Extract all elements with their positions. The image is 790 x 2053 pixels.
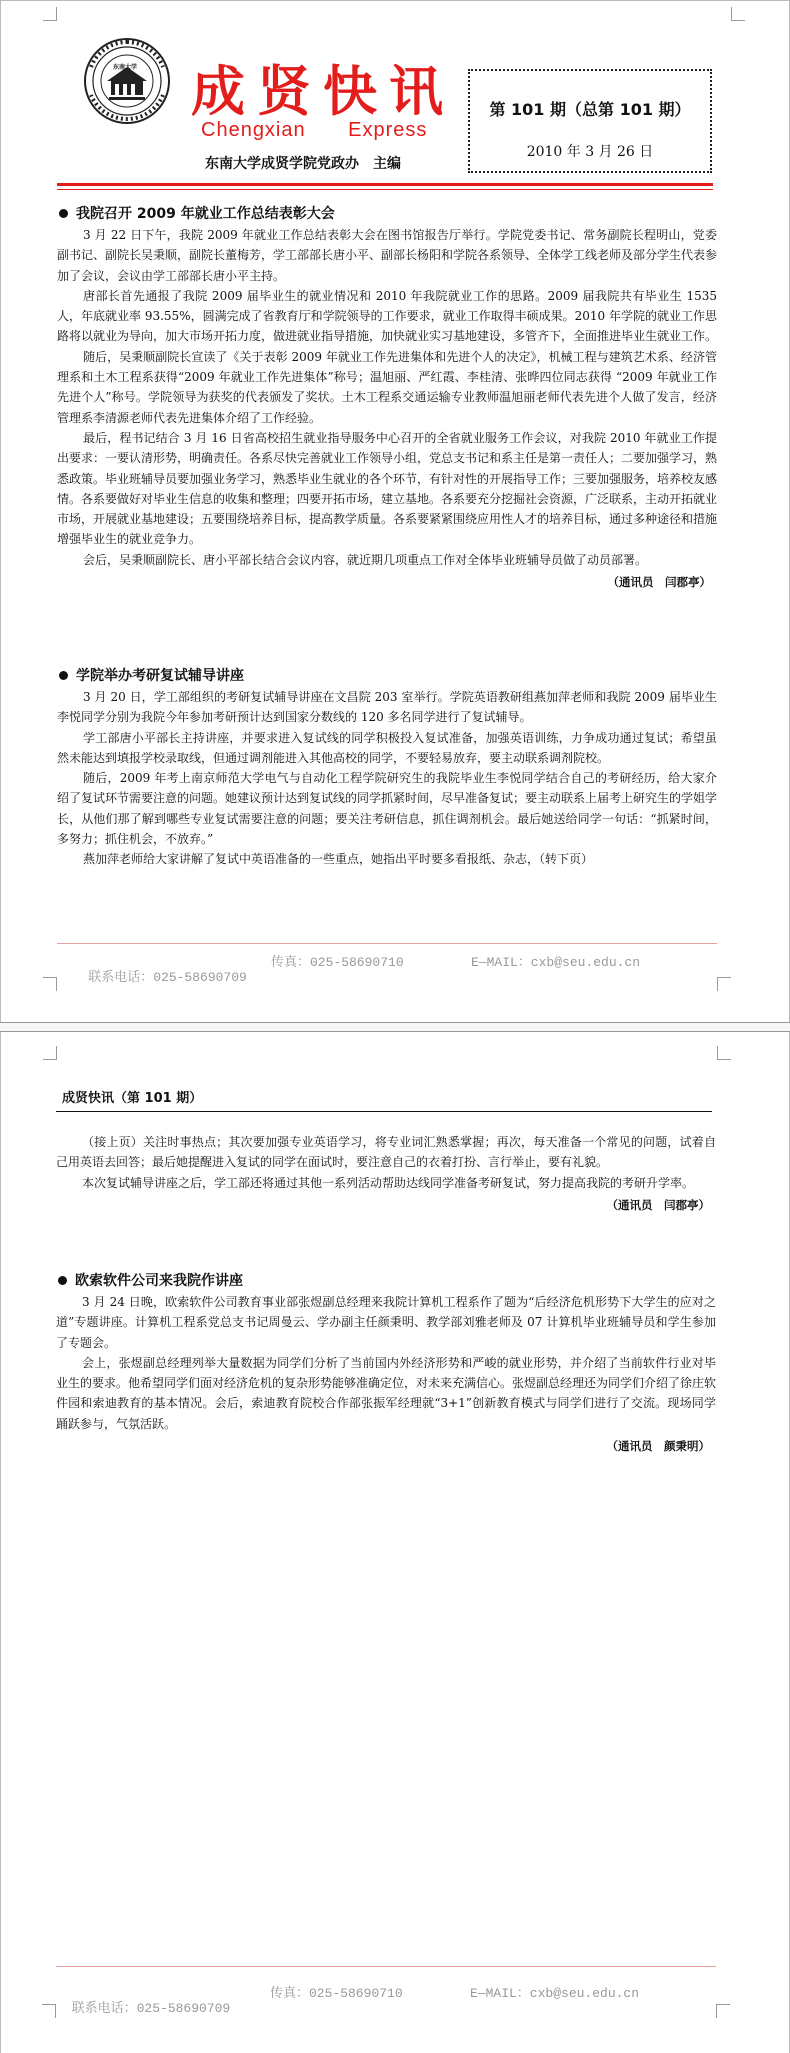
article-paragraph: 3 月 24 日晚，欧索软件公司教育事业部张煜副总经理来我院计算机工程系作了题为“后经济危机形势下大学生的应对之道”专题讲座。计算机工程系党总支书记周曼云、学办副主任颜秉明、教学部刘雅老师及 07 计算机毕业班辅导员和学生参加了专题会。	[56, 1295, 716, 1350]
article-paragraph: 3 月 22 日下午，我院 2009 年就业工作总结表彰大会在图书馆报告厅举行。学院党委书记、常务副院长程明山，党委副书记、副院长吴秉顺，副院长董梅芳，学工部部长唐小平、副部长杨阳和学院各系领导、全体学工线老师及部分学生代表参加了会议，会议由学工部部长唐小平主持。	[57, 228, 718, 283]
masthead-rule-thin	[57, 189, 713, 190]
article-paragraph: 唐部长首先通报了我院 2009 届毕业生的就业情况和 2010 年我院就业工作的思路。2009 届我院共有毕业生 1535 人，年底就业率 93.55%，圆满完成了省教育厅和学院领导的工作要求，就业工作取得丰硕成果。2010 年学院的就业工作思路将以就业为导向，加大市场开拓力度，做进就业指导措施，加快就业实习基地建设，多管齐下，全面推进毕业生就业工作。	[57, 288, 718, 344]
article-paragraph: 本次复试辅导讲座之后，学工部还将通过其他一系列活动帮助达线同学准备考研复试，努力提高我院的考研升学率。	[82, 1175, 695, 1190]
crop-mark	[42, 2004, 56, 2018]
crop-mark	[43, 1046, 57, 1060]
article-paragraph: 学工部唐小平部长主持讲座，并要求进入复试线的同学积极投入复试准备，加强英语训练，力争成功通过复试；希望虽然未能达到填报学校录取线，但通过调剂能进入其他高校的同学，不要轻易放弃，要主动联系调剂院校。	[57, 730, 717, 765]
crop-mark	[43, 977, 57, 991]
article-byline: （通讯员 颜秉明）	[606, 1439, 710, 1454]
newsletter-subtitle: Chengxian Express	[201, 119, 428, 141]
article-paragraph: 最后，程书记结合 3 月 16 日省高校招生就业指导服务中心召开的全省就业服务工作会议，对我院 2010 年就业工作提出要求：一要认清形势，明确责任。各系尽快完善就业工作领导小组，党总支书记和系主任是第一责任人；二要加强学习，熟悉政策。毕业班辅导员要加强业务学习，熟悉毕业生就业的各个环节，有针对性的开展指导工作；三要加强服务，培养校友感情。各系要做好对毕业生信息的收集和整理；四要开拓市场，建立基地。各系要充分挖掘社会资源，广泛联系，主动开拓就业市场，开展就业基地建设；五要围绕培养目标，提高教学质量。各系要紧紧围绕应用性人才的培养目标，通过多种途径和措施增强毕业生的就业竞争力。	[57, 430, 718, 547]
running-head-rule	[56, 1111, 712, 1112]
article-paragraph: 会后，吴秉顺副院长、唐小平部长结合会议内容，就近期几项重点工作对全体毕业班辅导员做了动员部署。	[83, 552, 648, 567]
crop-mark	[716, 2004, 730, 2018]
footer-rule	[56, 1966, 716, 1967]
article-exam-lecture	[57, 665, 717, 870]
article-paragraph: （接上页）关注时事热点；其次要加强专业英语学习，将专业词汇熟悉掌握；再次，每天准备一个常见的问题，试着自己用英语去回答；最后她提醒进入复试的同学在面试时，要注意自己的衣着打扮、言行举止，要有礼貌。	[56, 1135, 716, 1170]
page-footer	[56, 1982, 716, 2046]
crop-mark	[43, 7, 57, 21]
page-separator	[0, 1022, 790, 1032]
article-paragraph: 3 月 20 日，学工部组织的考研复试辅导讲座在文昌院 203 室举行。学院英语教研组燕加萍老师和我院 2009 届毕业生李悦同学分别为我院今年参加考研预计达到国家分数线的 120 多名同学进行了复试辅导。	[57, 690, 717, 725]
footer-phone: 联系电话：025-58690709	[71, 2001, 231, 2016]
issue-box	[468, 69, 712, 173]
article-exam-lecture-continued	[56, 1132, 716, 1217]
footer-phone: 联系电话：025-58690709	[88, 970, 247, 985]
article-software-company-lecture	[56, 1270, 716, 1458]
bullet-icon	[59, 209, 68, 218]
footer-email: E—MAIL：cxb@seu.edu.cn	[470, 1986, 640, 2001]
article-byline: （通讯员 闫郡亭）	[607, 575, 711, 590]
article-paragraph: 会上，张煜副总经理列举大量数据为同学们分析了当前国内外经济形势和严峻的就业形势，并介绍了当前软件行业对毕业生的要求。他希望同学们面对经济危机的复杂形势能够准确定位，对未来充满信心。张煜副总经理还为同学们介绍了徐庄软件园和索迪教育的基本情况。会后，索迪教育院校合作部张振军经理就“3+1”创新教育模式与同学们进行了交流。现场同学踊跃参与，气氛活跃。	[56, 1355, 717, 1431]
crop-mark	[731, 7, 745, 21]
article-headline: 学院举办考研复试辅导讲座	[57, 665, 717, 687]
university-logo	[83, 37, 171, 125]
footer-email: E—MAIL：cxb@seu.edu.cn	[471, 955, 641, 970]
footer-fax: 传真：025-58690710	[271, 955, 404, 970]
issue-number: 第 101 期（总第 101 期）	[489, 100, 691, 119]
logo-text: 东南大学	[113, 64, 138, 71]
publisher-line: 东南大学成贤学院党政办 主编	[205, 156, 401, 172]
crop-mark	[717, 1046, 731, 1060]
masthead-rule	[57, 183, 713, 186]
newsletter-title: 成贤快讯	[191, 59, 455, 123]
article-paragraph: 随后，吴秉顺副院长宣读了《关于表彰 2009 年就业工作先进集体和先进个人的决定》，机械工程与建筑艺术系、经济管理系和土木工程系获得“2009 年就业工作先进集体”称号；温旭丽、严红霞、李桂清、张晔四位同志获得 “2009 年就业工作先进个人”称号。学院领导为获奖的代表颁发了奖状。土木工程系交通运输专业教师温旭丽老师代表先进个人做了发言，经济管理系李清源老师代表先进集体介绍了工作经验。	[57, 349, 717, 425]
footer-rule	[57, 943, 717, 944]
bullet-icon	[58, 1276, 67, 1285]
crop-mark	[717, 977, 731, 991]
footer-fax: 传真：025-58690710	[270, 1986, 403, 2001]
article-employment-summary	[57, 203, 717, 594]
running-head: 成贤快讯（第 101 期）	[62, 1091, 203, 1106]
bullet-icon	[59, 671, 68, 680]
article-headline: 欧索软件公司来我院作讲座	[56, 1270, 716, 1292]
page-footer	[57, 951, 717, 1030]
newsletter-page-1	[0, 0, 790, 1022]
article-paragraph: 随后，2009 年考上南京师范大学电气与自动化工程学院研究生的我院毕业生李悦同学结合自己的考研经历，给大家介绍了复试环节需要注意的问题。她建议预计达到复试线的同学抓紧时间，尽早准备复试；要主动联系上届考上研究生的学姐学长，从他们那了解到哪些专业复试需要注意的问题；要关注考研信息，抓住调剂机会。最后她送给同学一句话：“抓紧时间，多努力；抓住机会，不放弃。”	[57, 771, 718, 847]
issue-date: 2010 年 3 月 26 日	[526, 144, 654, 160]
article-headline: 我院召开 2009 年就业工作总结表彰大会	[57, 203, 717, 225]
article-paragraph: 燕加萍老师给大家讲解了复试中英语准备的一些重点，她指出平时要多看报纸、杂志，（转下页）	[83, 852, 594, 867]
article-byline: （通讯员 闫郡亭）	[606, 1197, 710, 1212]
